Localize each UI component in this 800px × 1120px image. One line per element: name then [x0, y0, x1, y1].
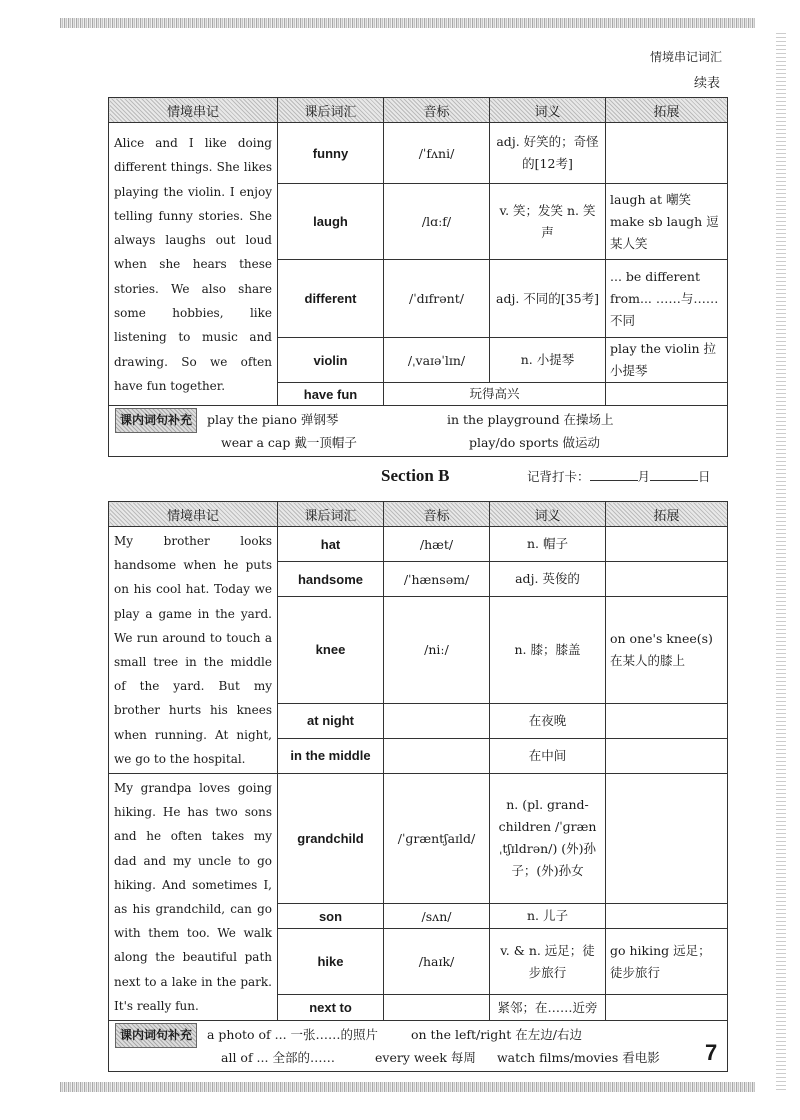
- table-row: [109, 527, 728, 562]
- vocab-word: hike: [278, 929, 384, 995]
- header-meaning: 词义: [490, 502, 606, 527]
- vocab-extension: [606, 123, 728, 184]
- supplement-phrase: a photo of ... 一张……的照片: [207, 1027, 379, 1043]
- supplement-tag: 课内词句补充: [115, 408, 197, 433]
- supplement-line: [115, 431, 721, 454]
- vocab-meaning: n. 帽子: [490, 527, 606, 562]
- vocab-extension: ... be different from... ……与……不同: [606, 260, 728, 338]
- vocab-phonetic: /niː/: [384, 597, 490, 704]
- vocab-meaning: 玩得高兴: [384, 383, 606, 406]
- table-row: [109, 123, 728, 184]
- month-label: 月: [637, 469, 651, 484]
- supplement-phrase: play the piano 弹钢琴: [207, 412, 339, 427]
- vocab-extension: [606, 562, 728, 597]
- table-header-row: [109, 502, 728, 527]
- vocab-word: son: [278, 903, 384, 929]
- supplement-phrase: on the left/right 在左边/右边: [410, 1027, 582, 1043]
- vocab-meaning: adj. 英俊的: [490, 562, 606, 597]
- vocab-phonetic: /lɑːf/: [384, 184, 490, 260]
- supplement-cell: [109, 1021, 728, 1072]
- page-number: 7: [705, 1040, 718, 1065]
- vocab-word: next to: [278, 995, 384, 1021]
- section-title: Section B: [381, 466, 450, 485]
- vocab-extension: laugh at 嘲笑 make sb laugh 逗某人笑: [606, 184, 728, 260]
- supplement-line: [115, 1023, 721, 1046]
- vocab-extension: [606, 995, 728, 1021]
- vocab-phonetic: /ˈhænsəm/: [384, 562, 490, 597]
- vocab-phonetic: /ˈdɪfrənt/: [384, 260, 490, 338]
- header-phonetic: 音标: [384, 98, 490, 123]
- vocab-phonetic: /ˌvaɪəˈlɪn/: [384, 338, 490, 383]
- context-story: My grandpa loves going hiking. He has two sons and he often takes my dad and my uncle to go hiking. And sometimes I, as his grandchild, can go with them too. We walk along the beautiful path next to a lake in the park. It's really fun.: [109, 774, 278, 1021]
- vocab-word: laugh: [278, 184, 384, 260]
- vocab-extension: [606, 383, 728, 406]
- vocab-table-b: [108, 501, 728, 1072]
- vocab-word: hat: [278, 527, 384, 562]
- checkin-label: 记背打卡：: [527, 469, 590, 484]
- vocab-extension: [606, 774, 728, 904]
- context-story: Alice and I like doing different things. She likes playing the violin. I enjoy telling funny stories. She always laughs out loud when she hears these stories. We also share some hobbies, like listening to music and drawing. So we often have fun together.: [109, 123, 278, 406]
- vocab-meaning: 在中间: [490, 738, 606, 773]
- vocab-meaning: v. & n. 远足；徒步旅行: [490, 929, 606, 995]
- vocab-word: violin: [278, 338, 384, 383]
- vocab-phonetic: /sʌn/: [384, 903, 490, 929]
- vocab-phonetic: [384, 703, 490, 738]
- vocab-extension: on one's knee(s) 在某人的膝上: [606, 597, 728, 704]
- day-label: 日: [698, 469, 711, 484]
- supplement-row: [109, 406, 728, 457]
- vocab-table-a: [108, 97, 728, 457]
- context-story: My brother looks handsome when he puts on his cool hat. Today we play a game in the yard. We run around to touch a small tree in the middle of the yard. But my brother hurts his knees when running. At night, we go to the hospital.: [109, 527, 278, 774]
- vocab-extension: [606, 738, 728, 773]
- vocab-meaning: n. (pl. grand-children /ˈɡrænˌtʃɪldrən/) (外)孙子；(外)孙女: [490, 774, 606, 904]
- vocab-word: have fun: [278, 383, 384, 406]
- day-blank[interactable]: [650, 468, 698, 481]
- vocab-meaning: n. 小提琴: [490, 338, 606, 383]
- vocab-word: grandchild: [278, 774, 384, 904]
- header-context: 情境串记: [109, 98, 278, 123]
- header-extension: 拓展: [606, 502, 728, 527]
- vocab-word: funny: [278, 123, 384, 184]
- vocab-extension: play the violin 拉小提琴: [606, 338, 728, 383]
- vocab-phonetic: /ˈfʌni/: [384, 123, 490, 184]
- supplement-line: [115, 408, 721, 431]
- vocab-meaning: 紧邻；在……近旁: [490, 995, 606, 1021]
- supplement-phrase: all of ... 全部的……: [221, 1050, 335, 1066]
- month-blank[interactable]: [590, 468, 638, 481]
- vocab-meaning: v. 笑；发笑 n. 笑声: [490, 184, 606, 260]
- vocab-word: at night: [278, 703, 384, 738]
- vocab-meaning: n. 膝；膝盖: [490, 597, 606, 704]
- vocab-meaning: adj. 不同的[35考]: [490, 260, 606, 338]
- top-scan-band: [60, 18, 755, 28]
- vocab-meaning: n. 儿子: [490, 903, 606, 929]
- header-context: 情境串记: [109, 502, 278, 527]
- vocab-phonetic: /hæt/: [384, 527, 490, 562]
- vocab-word: knee: [278, 597, 384, 704]
- table-header-row: [109, 98, 728, 123]
- vocab-word: handsome: [278, 562, 384, 597]
- right-edge-texture: [776, 30, 786, 1090]
- page-category-label: 情境串记词汇: [649, 50, 722, 64]
- supplement-row: [109, 1021, 728, 1072]
- supplement-phrase: play/do sports 做运动: [468, 435, 601, 450]
- vocab-extension: [606, 903, 728, 929]
- vocab-phonetic: [384, 738, 490, 773]
- header-words: 课后词汇: [278, 502, 384, 527]
- checkin-line: [527, 467, 711, 485]
- header-words: 课后词汇: [278, 98, 384, 123]
- supplement-phrase: wear a cap 戴一顶帽子: [221, 435, 357, 450]
- supplement-phrase: every week 每周: [374, 1050, 476, 1066]
- vocab-phonetic: /haɪk/: [384, 929, 490, 995]
- header-meaning: 词义: [490, 98, 606, 123]
- table-row: [109, 774, 728, 904]
- vocab-extension: [606, 527, 728, 562]
- supplement-cell: [109, 406, 728, 457]
- continued-label: 续表: [693, 76, 720, 91]
- header-phonetic: 音标: [384, 502, 490, 527]
- vocab-word: different: [278, 260, 384, 338]
- header-extension: 拓展: [606, 98, 728, 123]
- supplement-phrase: watch films/movies 看电影: [496, 1050, 660, 1066]
- vocab-meaning: adj. 好笑的；奇怪的[12考]: [490, 123, 606, 184]
- supplement-phrase: in the playground 在操场上: [446, 412, 614, 427]
- supplement-tag: 课内词句补充: [115, 1023, 197, 1048]
- vocab-word: in the middle: [278, 738, 384, 773]
- bottom-scan-band: [60, 1082, 755, 1092]
- vocab-phonetic: [384, 995, 490, 1021]
- vocab-extension: go hiking 远足；徒步旅行: [606, 929, 728, 995]
- vocab-meaning: 在夜晚: [490, 703, 606, 738]
- vocab-extension: [606, 703, 728, 738]
- supplement-line: [115, 1046, 721, 1069]
- vocab-phonetic: /ˈɡræntʃaɪld/: [384, 774, 490, 904]
